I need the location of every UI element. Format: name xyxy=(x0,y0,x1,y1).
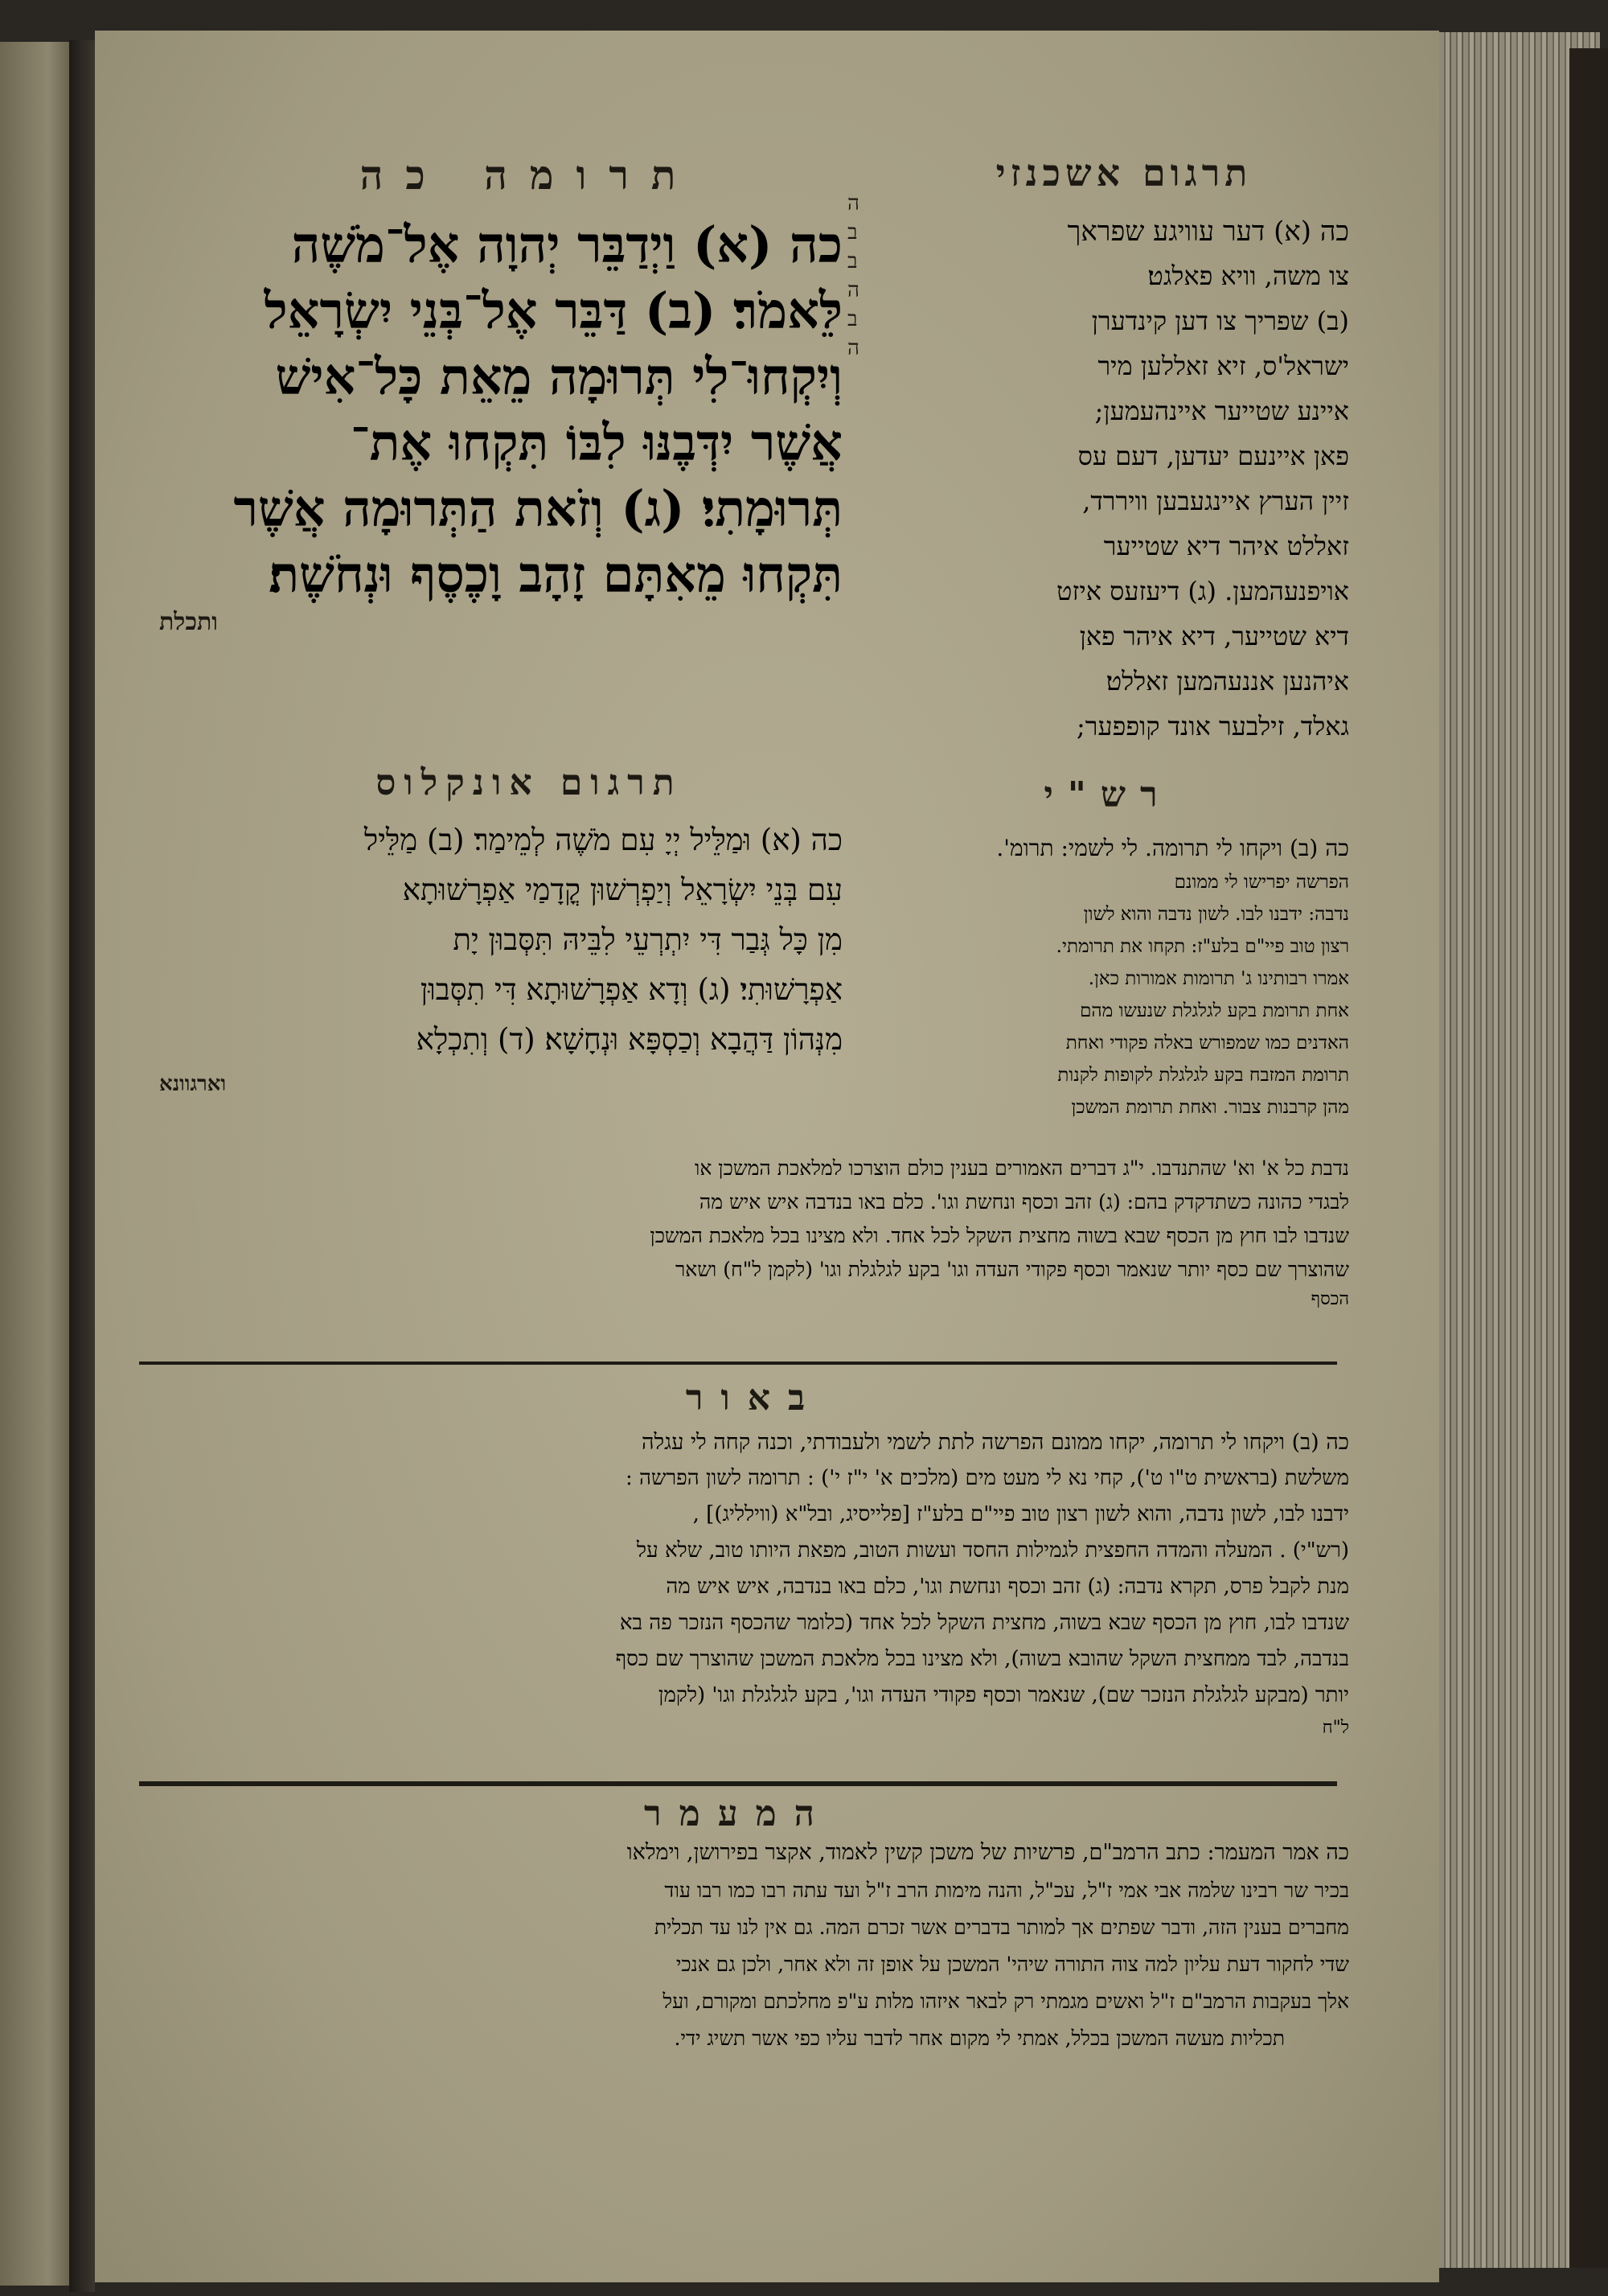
torah-line: כה (א) וַיְדַבֵּר יְהוָה אֶל־מֹשֶׁה xyxy=(291,216,843,274)
book-cover-edge xyxy=(1569,48,1608,2268)
book-gutter xyxy=(69,40,95,2292)
torah-line: תִּקְחוּ מֵאִתָּם זָהָב וָכֶסֶף וּנְחֹשֶׁת׃ xyxy=(269,545,843,604)
rashi-header: רש"י xyxy=(1044,774,1172,815)
biur-line: כה (ב) ויקחו לי תרומה, יקחו ממונם הפרשה לתת לשמי ולעבודתי, וכנה קחה לי עגלה xyxy=(642,1430,1349,1455)
biur-line: משלשת (בראשית ט"ו ט'), קחי נא לי מעט מים (מלכים א' י"ז י') : תרומה לשון הפרשה : xyxy=(626,1466,1349,1490)
rashi-line: הפרשה יפרישו לי ממונם xyxy=(1174,872,1349,893)
biur-line: (רש"י) . המעלה והמדה החפצית לגמילות החסד ועשות הטוב, מפאת היותו טוב, שלא על xyxy=(636,1538,1349,1563)
onkelos-line: מִן כָּל גְּבַר דִּי יִתְרְעֵי לִבֵּיהּ תִּסְּבוּן יָת xyxy=(453,922,843,957)
biur-line: ל"ח xyxy=(1322,1718,1349,1738)
onkelos-line: עִם בְּנֵי יִשְׂרָאֵל וְיַפְרְשׁוּן קֳדָמַי אַפְרָשׁוּתָא xyxy=(402,873,843,907)
rashi-line: כה (ב) ויקחו לי תרומה. לי לשמי: תרומ'. xyxy=(996,835,1349,861)
margin-letter: ה xyxy=(847,191,859,216)
biur-line: מנת לקבל פרס, תקרא נדבה: (ג) זהב וכסף ונחשת וגו', כלם באו בנדבה, איש איש מה xyxy=(666,1575,1349,1599)
onkelos-line: אַפְרָשׁוּתִי׃ (ג) וְדָא אַפְרָשׁוּתָא דִּי תִסְּבוּן xyxy=(420,972,843,1007)
rashi-line: נדבה: ידבנו לבו. לשון נדבה והוא לשון xyxy=(1083,904,1349,925)
biur-line: שנדבו לבו, חוץ מן הכסף שבא בשוה, מחצית השקל לכל אחד (כלומר שהכסף הנזכר פה בא xyxy=(619,1611,1349,1635)
onkelos-line: כה (א) וּמַלֵּיל יְיָ עִם מֹשֶׁה לְמֵימַר׃ (ב) מַלֵּיל xyxy=(363,823,843,857)
torah-text-block xyxy=(159,216,843,682)
hameamar-block xyxy=(159,1840,1349,2097)
translation-line: איהנען אננעהמען זאללט׃ xyxy=(1106,666,1349,696)
translation-line: (ב) שפריך צו דען קינדערן xyxy=(1091,306,1349,336)
biur-line: יותר (מבקע לגלגלת הנזכר שם), שנאמר וכסף פקודי העדה וגו', בקע לגלגלת וגו' (לקמן xyxy=(658,1683,1349,1707)
translation-line: דיא שטייער, דיא איהר פאן xyxy=(1079,621,1349,651)
hameamar-line: אלך בעקבות הרמב"ם ז"ל ואשים מגמתי רק לבאר איזהו מלות ע"פ מחלכתם ומקורם, ועל xyxy=(662,1990,1349,2013)
onkelos-column xyxy=(159,823,843,1144)
hameamar-line: מחברים בענין הזה, ודבר שפתים אך למותר בדברים אשר זכרם המה. גם אין לנו עד תכלית xyxy=(654,1916,1349,1939)
biur-block xyxy=(143,1430,1349,1768)
left-running-header: תרגום אשכנזי xyxy=(995,151,1253,195)
translation-line: איינע שטייער איינהעמען; xyxy=(1094,396,1349,426)
margin-letter: ב xyxy=(847,220,858,244)
onkelos-line: מִנְּהוֹן דַּהֲבָא וְכַסְפָּא וּנְחָשָׁא׃ (ד) וְתִכְלָא xyxy=(416,1022,843,1057)
hameamar-line: תכליות מעשה המשכן בכלל, אמתי לי מקום אחר לדבר עליו כפי אשר תשיג ידי. xyxy=(674,2027,1285,2050)
section-divider xyxy=(139,1362,1337,1365)
biur-line: בנדבה, לבד ממחצית השקל שהובא בשוה), ולא מצינו בכל מלאכת המשכן שהוצרך שם כסף xyxy=(615,1647,1349,1671)
german-translation-column xyxy=(871,216,1349,778)
translation-line: גאלד, זילבער אונד קופפער; xyxy=(1077,711,1349,741)
hameamar-header: המעמר xyxy=(644,1793,832,1834)
rashi-narrow-column xyxy=(871,835,1349,1173)
translation-line: זיין הערץ איינגעבען וויררד, xyxy=(1082,486,1349,516)
translation-line: זאללט איהר דיא שטייער xyxy=(1103,531,1349,561)
translation-line: צו משה, וויא פאלגט׃ xyxy=(1147,261,1349,291)
book-page xyxy=(95,31,1439,2282)
onkelos-header: תרגום אונקלוס xyxy=(375,762,683,803)
rashi-line: נדבת כל א' וא' שהתנדבו. י"ג דברים האמורים בענין כולם הוצרכו למלאכת המשכן או xyxy=(694,1156,1349,1180)
onkelos-catchword: וארגוונא xyxy=(159,1072,227,1096)
hameamar-line: שדי לחקור דעת עליון למה צוה התורה שיהי' המשכן על אופן זה ולא אחר, ולכן גם אנכי xyxy=(675,1953,1349,1976)
torah-catchword: ותכלת xyxy=(159,608,218,636)
translation-line: ישראל'ס, זיא זאללען מיר xyxy=(1097,351,1349,381)
torah-line: לֵּאמֹר׃ (ב) דַּבֵּר אֶל־בְּנֵי יִשְׂרָאֵל xyxy=(264,281,843,340)
translation-line: אויפנעהמען. (ג) דיעזעס איזט xyxy=(1056,576,1349,606)
facing-page-edge xyxy=(0,42,69,2286)
torah-line: וְיִקְחוּ־לִי תְּרוּמָה מֵאֵת כָּל־אִישׁ xyxy=(275,347,843,406)
rashi-line: שנדבו לבו חוץ מן הכסף שבא בשוה מחצית השקל לכל אחד. ולא מצינו בכל מלאכת המשכן xyxy=(650,1224,1349,1247)
biur-header: באור xyxy=(685,1378,823,1419)
rashi-line: לבגדי כהונה כשתדקדק בהם: (ג) זהב וכסף ונחשת וגו'. כלם באו בנדבה איש איש מה xyxy=(699,1190,1349,1214)
rashi-line: תרומת המזבח בקע לגלגלת לקופות לקנות xyxy=(1057,1065,1349,1086)
margin-letter: ב xyxy=(847,249,858,273)
torah-line: אֲשֶׁר יִדְּבֶנּוּ לִבּוֹ תִּקְחוּ אֶת־ xyxy=(350,413,843,472)
margin-letter: ה xyxy=(847,336,859,360)
rashi-line: מהן קרבנות צבור. ואחת תרומת המשכן xyxy=(1071,1097,1349,1118)
right-running-header: תרומה כה xyxy=(359,151,699,199)
hameamar-line: בכיר שר רבינו שלמה אבי אמי ז"ל, עכ"ל, והנה מימות הרב ז"ל ועד עתה רבו כמו רבו עוד xyxy=(664,1879,1349,1902)
margin-letter: ב xyxy=(847,307,858,331)
rashi-line: רצון טוב פיי"ם בלע"ז: תקחו את תרומתי. xyxy=(1056,936,1349,957)
translation-line: כה (א) דער עוויגע שפראך xyxy=(1067,216,1349,248)
rashi-line: שהוצרך שם כסף יותר שנאמר וכסף פקודי העדה וגו' בקע לגלגלת וגו' (לקמן ל"ח) ושאר xyxy=(675,1258,1349,1281)
rashi-line: האדנים כמו שמפורש באלה פקודי ואחת xyxy=(1065,1033,1349,1054)
translation-line: פאן איינעם יעדען, דעם עס xyxy=(1077,441,1349,471)
biur-line: ידבנו לבו, לשון נדבה, והוא לשון רצון טוב פיי"ם בלע"ז [פלייסיג, ובל"א (ווילליג)] , xyxy=(692,1502,1349,1526)
margin-letter: ה xyxy=(847,278,859,302)
torah-line: תְּרוּמָתִי׃ (ג) וְזֹאת הַתְּרוּמָה אֲשֶׁר xyxy=(233,479,843,538)
hameamar-line: כה אמר המעמר: כתב הרמב"ם, פרשיות של משכן קשין לאמוד, אקצר בפירושן, וימלאו xyxy=(626,1840,1349,1865)
rashi-line: הכסף xyxy=(1311,1289,1349,1309)
rashi-line: אחת תרומת בקע לגלגלת שנעשו מהם xyxy=(1080,1000,1349,1021)
rashi-line: אמרו רבותינו ג' תרומות אמורות כאן. xyxy=(1088,968,1349,989)
section-divider xyxy=(139,1781,1337,1786)
rashi-wide-block xyxy=(159,1156,1349,1341)
